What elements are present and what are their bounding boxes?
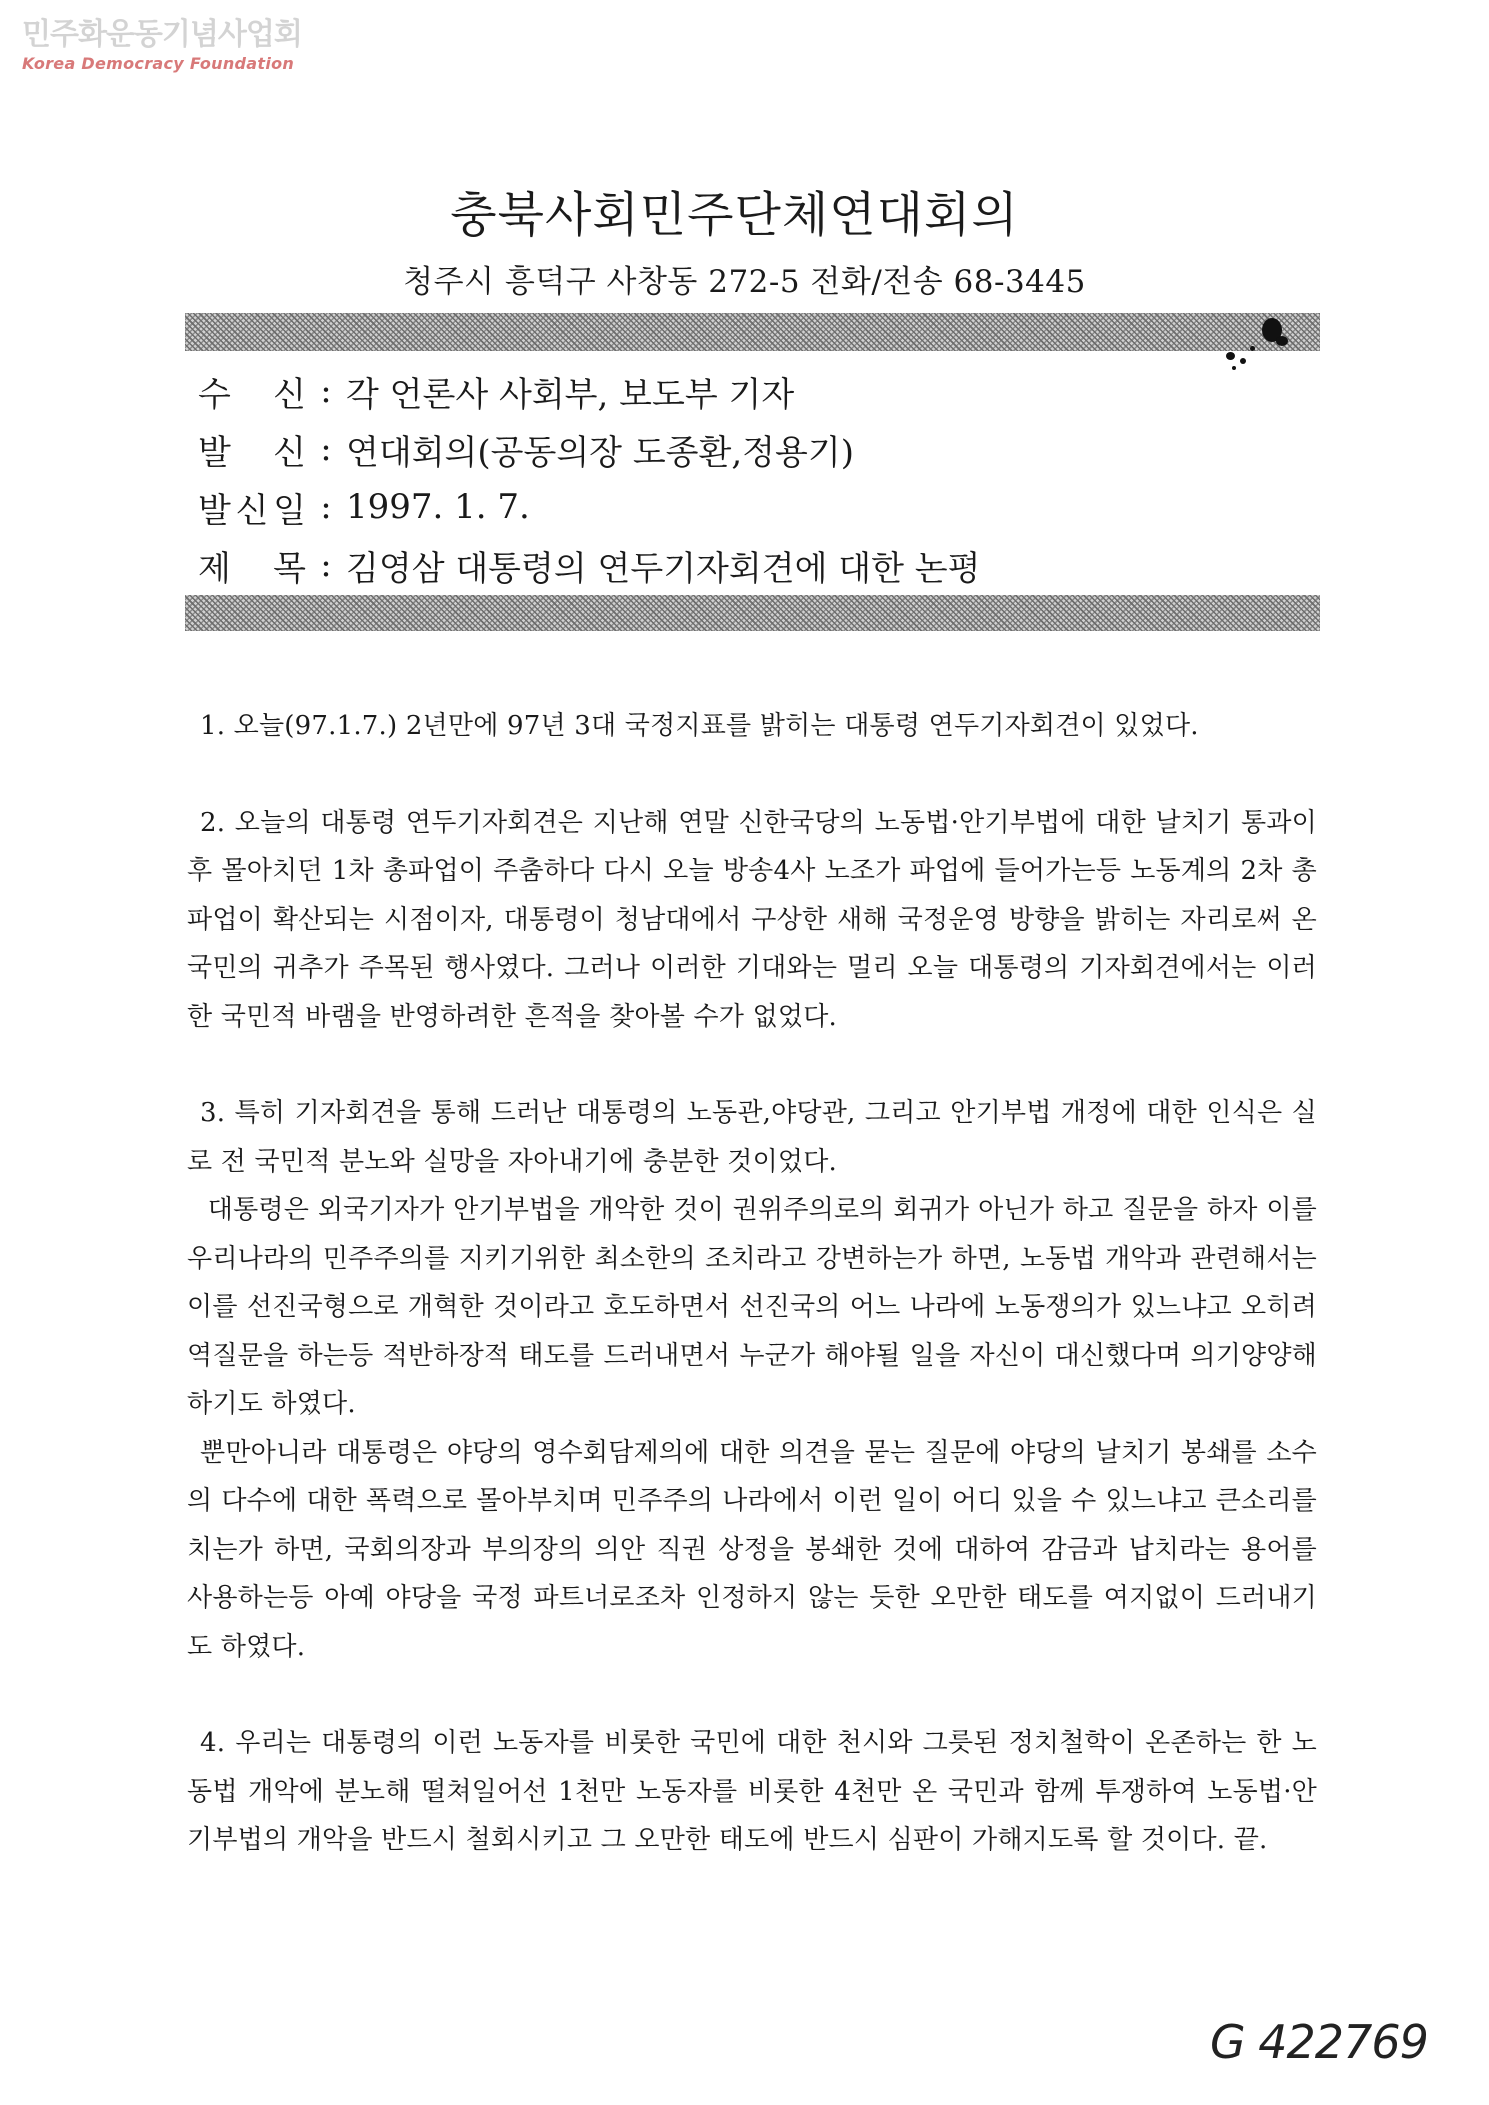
organization-title: 충북사회민주단체연대회의 xyxy=(450,187,1019,243)
paragraph-3-continued: 대통령은 외국기자가 안기부법을 개악한 것이 권위주의로의 회귀가 아닌가 하고 질문을 하자 이를 우리나라의 민주주의를 지키기위한 최소한의 조치라고 강변하는가 하면, 노동법 개악과 관련해서는 이를 선진국형으로 개혁한 것이라고 호도하면서 선진국의 어느 나라에 노동쟁의가 있느냐고 오히려 역질문을 하는등 적반하장적 태도를 드러내면서 누군가 해야될 일을 자신이 대신했다며 의기양양해 하기도 하였다. xyxy=(187,1195,1317,1419)
recipient-row xyxy=(198,362,980,420)
watermark xyxy=(22,18,302,73)
organization-address: 청주시 흥덕구 사창동 272-5 전화/전송 68-3445 xyxy=(403,264,1086,300)
date-value: 1997. 1. 7. xyxy=(346,487,530,527)
subject-row xyxy=(198,536,980,594)
date-label: 발 신 일 xyxy=(198,490,306,531)
sender-value: 연대회의(공동의장 도종환,정용기) xyxy=(346,432,854,473)
field-separator: : xyxy=(320,429,332,469)
field-separator: : xyxy=(320,371,332,411)
paragraph-3-further: 뿐만아니라 대통령은 야당의 영수회담제의에 대한 의견을 묻는 질문에 야당의 날치기 봉쇄를 소수의 다수에 대한 폭력으로 몰아부치며 민주주의 나라에서 이런 일이 어디 있을 수 있느냐고 큰소리를 치는가 하면, 국회의장과 부의장의 의안 직권 상정을 봉쇄한 것에 대하여 감금과 납치라는 용어를 사용하는등 아예 야당을 국정 파트너로조차 인정하지 않는 듯한 오만한 태도를 여지없이 드러내기도 하였다. xyxy=(187,1437,1317,1662)
subject-label: 제 목 xyxy=(198,548,306,589)
watermark-english: Korea Democracy Foundation xyxy=(22,54,295,73)
recipient-label: 수 신 xyxy=(198,374,306,415)
statement-body xyxy=(187,702,1317,1865)
recipient-value: 각 언론사 사회부, 보도부 기자 xyxy=(346,374,795,415)
top-divider-bar xyxy=(185,313,1320,351)
paragraph-2: 2. 오늘의 대통령 연두기자회견은 지난해 연말 신한국당의 노동법·안기부법에 대한 날치기 통과이후 몰아치던 1차 총파업이 주춤하다 다시 오늘 방송4사 노조가 파업에 들어가는등 노동계의 2차 총파업이 확산되는 시점이자, 대통령이 청남대에서 구상한 새해 국정운영 방향을 밝히는 자리로써 온 국민의 귀추가 주목된 행사였다. 그러나 이러한 기대와는 멀리 오늘 대통령의 기자회견에서는 이러한 국민적 바램을 반영하려한 흔적을 찾아볼 수가 없었다. xyxy=(187,807,1317,1032)
paragraph-4: 4. 우리는 대통령의 이런 노동자를 비롯한 국민에 대한 천시와 그릇된 정치철학이 온존하는 한 노동법 개악에 분노해 떨쳐일어선 1천만 노동자를 비롯한 4천만 온 국민과 함께 투쟁하여 노동법·안기부법의 개악을 반드시 철회시키고 그 오만한 태도에 반드시 심판이 가해지도록 할 것이다. 끝. xyxy=(187,1728,1317,1855)
bottom-divider-bar xyxy=(185,595,1320,631)
field-separator: : xyxy=(320,545,332,585)
date-row xyxy=(198,478,980,536)
paragraph-3: 3. 특히 기자회견을 통해 드러난 대통령의 노동관,야당관, 그리고 안기부법 개정에 대한 인식은 실로 전 국민적 분노와 실망을 자아내기에 충분한 것이었다. xyxy=(187,1098,1317,1177)
field-separator: : xyxy=(320,487,332,527)
paragraph-1: 1. 오늘(97.1.7.) 2년만에 97년 3대 국정지표를 밝히는 대통령 연두기자회견이 있었다. xyxy=(200,711,1199,741)
watermark-korean: 민주화운동기념사업회 xyxy=(22,17,302,52)
sender-label: 발 신 xyxy=(198,432,306,473)
memo-header-fields xyxy=(198,362,980,594)
subject-value: 김영삼 대통령의 연두기자회견에 대한 논평 xyxy=(346,548,981,589)
handwritten-document-number: G 422769 xyxy=(1210,2015,1428,2069)
sender-row xyxy=(198,420,980,478)
